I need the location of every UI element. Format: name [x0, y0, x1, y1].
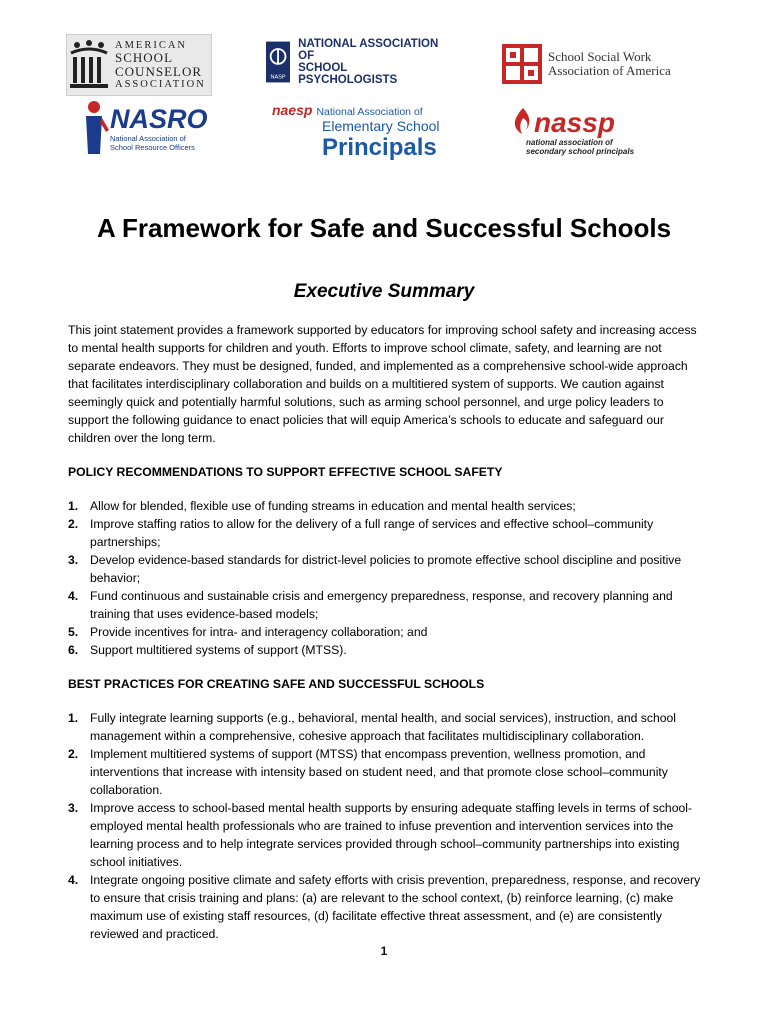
- list-item: 2. Implement multitiered systems of support (MTSS) that encompass prevention, wellness promotion, and interventions that increase with intensity based on student need, and that promote close school–community collaboration.: [68, 747, 668, 797]
- naesp-line-2: Elementary School: [322, 118, 440, 134]
- list-item: 6. Support multitiered systems of support (MTSS).: [68, 643, 347, 657]
- list-item: 2. Improve staffing ratios to allow for the delivery of a full range of services and effective school–community partnerships;: [68, 517, 654, 549]
- logo-header: [0, 0, 768, 170]
- person-icon: [82, 100, 110, 156]
- list-item: 3. Develop evidence-based standards for district-level policies to promote effective school discipline and positive behavior;: [68, 553, 682, 585]
- nasro-line-1: National Association of: [110, 134, 186, 144]
- document-subtitle: Executive Summary: [293, 281, 475, 302]
- sswaa-line-2: Association of America: [548, 63, 671, 78]
- nasro-logo: [82, 98, 222, 158]
- columns-icon: [67, 39, 111, 91]
- document-body: [68, 321, 706, 943]
- list-item: 4. Integrate ongoing positive climate and safety efforts with crisis prevention, preparedness, response, and recovery to ensure that crisis training and plans: (a) are relevant to the school context, (b) reinforce learning, (c) make maximum use of existing staff resources, (d) facilitate effective threat assessment, and (e) are consistently reviewed and practiced.: [68, 873, 701, 941]
- sswaa-logo: [502, 42, 692, 86]
- asca-line-4: ASSOCIATION: [115, 78, 206, 90]
- section-heading-policy: POLICY RECOMMENDATIONS TO SUPPORT EFFECTIVE SCHOOL SAFETY: [68, 465, 503, 479]
- nasro-mark: NASRO: [110, 104, 208, 135]
- practices-list: [68, 709, 706, 943]
- nassp-line-1: national association of: [526, 138, 613, 148]
- sswaa-line-1: School Social Work: [548, 49, 652, 65]
- nasro-line-2: School Resource Officers: [110, 142, 195, 152]
- asca-logo: [66, 34, 212, 96]
- nasp-logo: [266, 38, 446, 86]
- nasp-line-1: NATIONAL ASSOCIATION OF: [298, 37, 439, 62]
- list-item: 5. Provide incentives for intra- and interagency collaboration; and: [68, 625, 428, 639]
- flame-icon: [512, 108, 534, 138]
- page-number: 1: [380, 944, 388, 958]
- naesp-line-1: National Association of: [316, 106, 423, 118]
- nassp-mark: nassp: [534, 107, 615, 139]
- asca-line-2: SCHOOL: [115, 50, 174, 66]
- svg-text:NASP: NASP: [270, 74, 286, 81]
- list-item: 1. Fully integrate learning supports (e.g., behavioral, mental health, and social services), instruction, and school management within a comprehensive, cohesive approach that facilitates multidisciplinary collaboration.: [68, 711, 676, 743]
- intro-paragraph: This joint statement provides a framework supported by educators for improving school safety and increasing access to mental health supports for children and youth. Efforts to improve school climate, safety, and learning are not separate endeavors. They must be designed, funded, and implemented as a comprehensive school-wide approach that facilitates interdisciplinary collaboration and builds on a multitiered system of supports. We caution against seemingly quick and potentially harmful solutions, such as arming school personnel, and urge policy leaders to support the following guidance to enact policies that will equip America’s schools to educate and safeguard our children over the long term.: [68, 323, 697, 445]
- naesp-line-3: Principals: [322, 134, 437, 161]
- list-item: 1. Allow for blended, flexible use of funding streams in education and mental health services;: [68, 499, 576, 513]
- nasp-emblem-icon: [266, 40, 290, 84]
- asca-line-3: COUNSELOR: [115, 64, 203, 79]
- schoolhouse-icon: [502, 44, 542, 84]
- section-heading-practices: BEST PRACTICES FOR CREATING SAFE AND SUCCESSFUL SCHOOLS: [68, 677, 485, 691]
- nassp-logo: [512, 102, 672, 162]
- list-item: 4. Fund continuous and sustainable crisis and emergency preparedness, response, and recovery planning and training that uses evidence-based models;: [68, 589, 673, 621]
- list-item: 3. Improve access to school-based mental health supports by ensuring adequate staffing levels in terms of school-employed mental health professionals who are trained to infuse prevention and intervention services into the learning process and to help integrate services provided through school–community partnerships into existing school initiatives.: [68, 801, 693, 869]
- asca-line-1: AMERICAN: [115, 40, 188, 52]
- naesp-mark: naesp: [272, 102, 313, 118]
- policy-list: [68, 497, 706, 659]
- nassp-line-2: secondary school principals: [526, 147, 635, 156]
- document-title: A Framework for Safe and Successful Schools: [96, 213, 672, 243]
- naesp-logo: [272, 104, 452, 160]
- nasp-line-2: SCHOOL PSYCHOLOGISTS: [298, 62, 398, 87]
